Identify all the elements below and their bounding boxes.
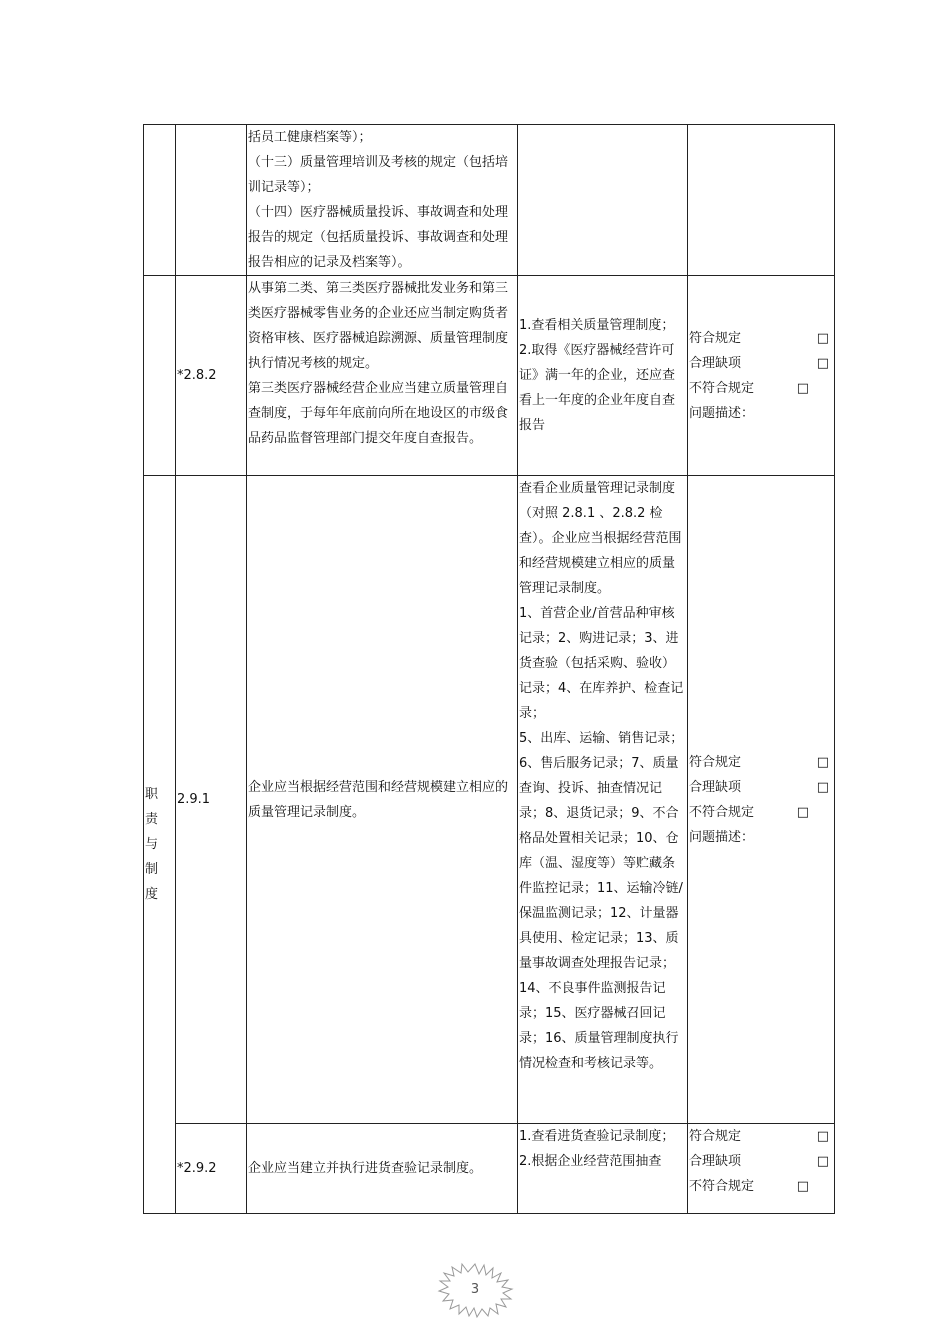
result-option-noncomply[interactable]: 不符合规定 □ [689,800,833,825]
table-row [144,276,835,476]
page-number-badge [436,1262,514,1318]
content-paragraph: （十三）质量管理培训及考核的规定（包括培训记录等）； [248,155,509,195]
method-paragraph: 查看企业质量管理记录制度（对照 2.8.1 、2.8.2 检查）。企业应当根据经营范围和经营规模建立相应的质量管理记录制度。 [519,481,682,596]
result-option-noncomply[interactable]: 不符合规定 □ [689,376,833,401]
checkbox-icon[interactable]: □ [796,380,809,396]
checkbox-icon[interactable]: □ [816,1154,829,1169]
method-paragraph: 5、出库、运输、销售记录；6、售后服务记录；7、质量查询、投诉、抽查情况记录；8、退货记录；9、不合格品处置相关记录；10、仓库（温、湿度等）等贮藏条件监控记录；11、运输冷链/保温监测记录；12、计量器具使用、检定记录；13、质量事故调查处理报告记录；14、不良事件监测报告记录；15、医疗器械召回记录；16、质量管理制度执行情况检查和考核记录等。 [519,731,684,1071]
result-cell [688,276,835,476]
result-problem-description: 问题描述： [689,829,755,845]
result-option-reasonable[interactable]: 合理缺项 □ [689,1149,833,1174]
result-cell [688,1124,835,1214]
result-option-reasonable[interactable]: 合理缺项 □ [689,351,833,376]
result-cell [688,125,835,276]
content-paragraph: 从事第二类、第三类医疗器械批发业务和第三类医疗器械零售业务的企业还应当制定购货者资格审核、医疗器械追踪溯源、质量管理制度执行情况考核的规定。 [248,281,509,371]
table-row [144,1124,835,1214]
method-paragraph: 1.查看相关质量管理制度； [519,318,675,333]
content-cell [247,1124,518,1214]
result-option-comply[interactable]: 符合规定 □ [689,750,833,775]
content-paragraph: （十四）医疗器械质量投诉、事故调查和处理报告的规定（包括质量投诉、事故调查和处理报告相应的记录及档案等）。 [248,205,509,270]
result-problem-description: 问题描述： [689,405,755,421]
method-cell [518,476,688,1124]
result-option-noncomply[interactable]: 不符合规定 □ [689,1174,833,1199]
checkbox-icon[interactable]: □ [796,1179,809,1194]
method-cell [518,276,688,476]
item-code: *2.8.2 [176,276,247,476]
content-paragraph: 括员工健康档案等）； [248,130,372,145]
method-paragraph: 1、首营企业/首营品种审核记录；2、购进记录；3、进货查验（包括采购、验收）记录；4、在库养护、检查记录； [519,606,684,721]
method-paragraph: 2.取得《医疗器械经营许可证》满一年的企业，还应查看上一年度的企业年度自查报告 [519,343,676,433]
result-option-reasonable[interactable]: 合理缺项 □ [689,775,833,800]
result-option-comply[interactable]: 符合规定 □ [689,326,833,351]
checkbox-icon[interactable]: □ [816,330,829,346]
method-cell [518,125,688,276]
item-code: *2.9.2 [176,1124,247,1214]
method-paragraph: 1.查看进货查验记录制度； [519,1129,675,1144]
table-row [144,476,835,1124]
content-paragraph: 第三类医疗器械经营企业应当建立质量管理自查制度，于每年年底前向所在地设区的市级食品药品监督管理部门提交年度自查报告。 [248,381,509,446]
method-paragraph: 2.根据企业经营范围抽查 [519,1154,662,1169]
checkbox-icon[interactable]: □ [816,779,829,795]
content-cell [247,125,518,276]
item-code: 2.9.1 [176,476,247,1124]
inspection-table [143,124,835,1214]
result-option-comply[interactable]: 符合规定 □ [689,1124,833,1149]
checkbox-icon[interactable]: □ [816,355,829,371]
checkbox-icon[interactable]: □ [796,804,809,820]
content-cell [247,276,518,476]
checkbox-icon[interactable]: □ [816,754,829,770]
checkbox-icon[interactable]: □ [816,1129,829,1144]
category-cell: 职责与制度 [144,476,176,1214]
category-cell [144,125,176,276]
result-cell [688,476,835,1124]
method-cell [518,1124,688,1214]
page-number: 3 [470,1282,480,1297]
content-paragraph: 企业应当建立并执行进货查验记录制度。 [248,1161,483,1176]
table-row [144,125,835,276]
code-cell [176,125,247,276]
content-paragraph: 企业应当根据经营范围和经营规模建立相应的质量管理记录制度。 [248,779,509,820]
category-cell [144,276,176,476]
content-cell [247,476,518,1124]
